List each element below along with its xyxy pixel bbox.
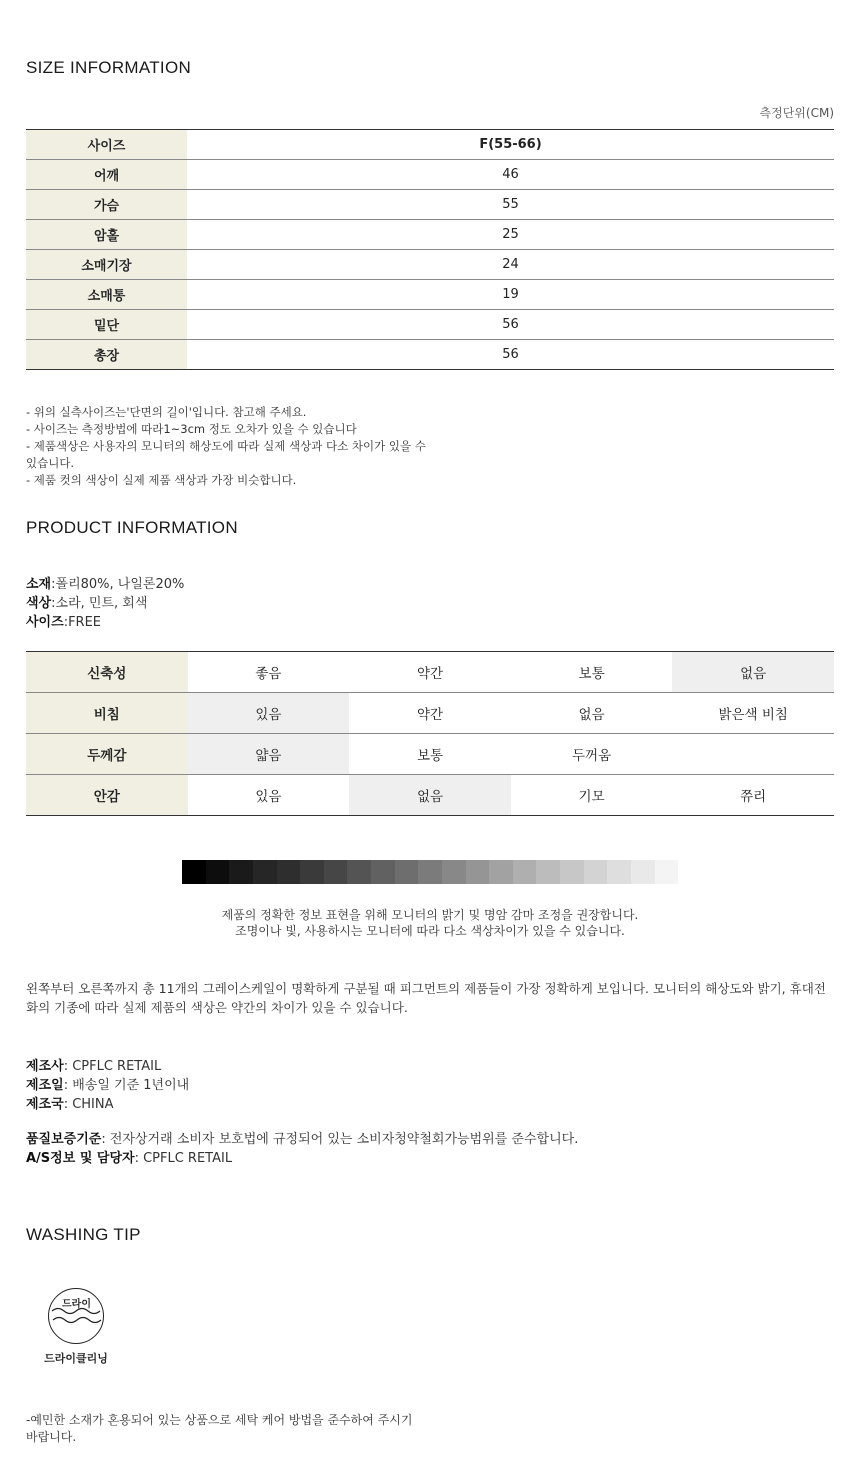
attribute-option: 두꺼움 bbox=[511, 734, 673, 775]
size-notes bbox=[26, 404, 446, 489]
grayscale-swatch bbox=[229, 860, 253, 884]
product-section-title: PRODUCT INFORMATION bbox=[26, 518, 238, 537]
dry-clean-caption: 드라이클리닝 bbox=[44, 1352, 108, 1365]
size-row bbox=[26, 220, 834, 250]
manufacturer-value: : CPFLC RETAIL bbox=[63, 1059, 162, 1074]
attribute-option: 있음 bbox=[188, 775, 350, 816]
grayscale-swatch bbox=[206, 860, 230, 884]
size-row-value: 46 bbox=[187, 160, 834, 190]
attribute-option: 있음 bbox=[188, 693, 350, 734]
attribute-row bbox=[26, 652, 834, 693]
manufacture-date-label: 제조일 bbox=[26, 1078, 64, 1093]
attribute-option: 얇음 bbox=[188, 734, 350, 775]
size-row-value: 56 bbox=[187, 340, 834, 370]
washing-section-title: WASHING TIP bbox=[26, 1225, 141, 1244]
as-info-label: A/S정보 및 담당자 bbox=[26, 1151, 135, 1166]
grayscale-swatch bbox=[560, 860, 584, 884]
size-note: - 제품색상은 사용자의 모니터의 해상도에 따라 실제 색상과 다소 차이가 있을 수 bbox=[26, 439, 426, 453]
attribute-option: 보통 bbox=[578, 666, 605, 682]
manufacturer-label: 제조사 bbox=[26, 1059, 64, 1074]
attribute-label: 두께감 bbox=[26, 734, 188, 775]
warranty-info bbox=[26, 1130, 578, 1168]
size-row-value: 25 bbox=[187, 220, 834, 250]
manufacture-date-line bbox=[26, 1076, 189, 1095]
attribute-option: 좋음 bbox=[255, 666, 282, 682]
grayscale-swatch bbox=[371, 860, 395, 884]
warranty-line bbox=[26, 1130, 578, 1149]
attribute-option: 약간 bbox=[416, 666, 444, 682]
attribute-label: 안감 bbox=[26, 775, 188, 816]
size-note: - 사이즈는 측정방법에 따라1~3cm 정도 오차가 있을 수 있습니다 bbox=[26, 422, 357, 436]
size-note: - 위의 실측사이즈는'단면의 길이'입니다. 참고해 주세요. bbox=[26, 405, 307, 419]
size-row-value: 24 bbox=[187, 250, 834, 280]
size-table bbox=[26, 129, 834, 370]
size-row bbox=[26, 130, 834, 160]
size-row-value: 55 bbox=[187, 190, 834, 220]
manufacture-date-value: : 배송일 기준 1년이내 bbox=[63, 1078, 190, 1093]
size-row-label: 총장 bbox=[26, 340, 187, 370]
grayscale-swatch bbox=[300, 860, 324, 884]
washing-note-line: 바랍니다. bbox=[26, 1430, 77, 1444]
material-label: 소재 bbox=[26, 577, 52, 592]
grayscale-swatch bbox=[655, 860, 679, 884]
manufacturer-line bbox=[26, 1057, 189, 1076]
color-label: 색상 bbox=[26, 596, 52, 611]
washing-note-line: -예민한 소재가 혼용되어 있는 상품으로 세탁 케어 방법을 준수하여 주시기 bbox=[26, 1413, 413, 1427]
size-row bbox=[26, 250, 834, 280]
grayscale-swatch bbox=[347, 860, 371, 884]
warranty-label: 품질보증기준 bbox=[26, 1132, 102, 1147]
size-row bbox=[26, 340, 834, 370]
grayscale-description: 왼쪽부터 오른쪽까지 총 11개의 그레이스케일이 명확하게 구분될 때 피그먼트의 제품들이 가장 정확하게 보입니다. 모니터의 해상도와 밝기, 휴대전화의 기종에 따라 실제 제품의 색상은 약간의 차이가 있을 수 있습니다. bbox=[26, 981, 826, 1015]
size-row-label: 소매기장 bbox=[26, 250, 187, 280]
measure-unit-label: 측정단위(CM) bbox=[759, 106, 834, 120]
grayscale-swatch bbox=[607, 860, 631, 884]
attribute-option bbox=[672, 734, 834, 775]
size-section-title: SIZE INFORMATION bbox=[26, 58, 192, 77]
size-row-label: 밑단 bbox=[26, 310, 187, 340]
size-row-value: 56 bbox=[187, 310, 834, 340]
size-row-label: 사이즈 bbox=[26, 130, 187, 160]
size-value: :FREE bbox=[63, 615, 102, 630]
size-row bbox=[26, 160, 834, 190]
size-row-label: 암홀 bbox=[26, 220, 187, 250]
material-line bbox=[26, 575, 184, 594]
grayscale-swatch bbox=[466, 860, 490, 884]
attribute-label: 비침 bbox=[26, 693, 188, 734]
grayscale-swatch bbox=[513, 860, 537, 884]
attribute-option: 없음 bbox=[511, 693, 673, 734]
grayscale-caption-line: 제품의 정확한 정보 표현을 위해 모니터의 밝기 및 명암 감마 조정을 권장합니다. bbox=[221, 908, 639, 922]
product-specs bbox=[26, 575, 184, 632]
attribute-label: 신축성 bbox=[26, 652, 188, 693]
attribute-option: 기모 bbox=[511, 775, 673, 816]
attribute-option: 밝은색 비침 bbox=[672, 693, 834, 734]
size-label: 사이즈 bbox=[26, 615, 64, 630]
size-row-label: 소매통 bbox=[26, 280, 187, 310]
color-value: :소라, 민트, 회색 bbox=[51, 596, 148, 611]
material-value: :폴리80%, 나일론20% bbox=[51, 577, 185, 592]
grayscale-caption bbox=[0, 907, 860, 939]
grayscale-swatch bbox=[584, 860, 608, 884]
as-info-line bbox=[26, 1149, 578, 1168]
grayscale-caption-line: 조명이나 빛, 사용하시는 모니터에 따라 다소 색상차이가 있을 수 있습니다. bbox=[235, 924, 625, 938]
country-value: : CHINA bbox=[63, 1097, 114, 1112]
grayscale-swatch bbox=[489, 860, 513, 884]
grayscale-swatch bbox=[442, 860, 466, 884]
washing-note bbox=[26, 1412, 412, 1446]
warranty-value: : 전자상거래 소비자 보호법에 규정되어 있는 소비자청약철회가능범위를 준수합니다. bbox=[101, 1132, 579, 1147]
size-note: - 제품 컷의 색상이 실제 제품 색상과 가장 비슷합니다. bbox=[26, 473, 297, 487]
grayscale-swatch bbox=[418, 860, 442, 884]
attribute-option: 없음 bbox=[672, 652, 834, 693]
size-row bbox=[26, 190, 834, 220]
size-row bbox=[26, 280, 834, 310]
size-row-label: 어깨 bbox=[26, 160, 187, 190]
attribute-table bbox=[26, 651, 834, 816]
size-row-value: F(55-66) bbox=[479, 137, 542, 152]
attribute-row bbox=[26, 734, 834, 775]
grayscale-strip bbox=[182, 860, 678, 884]
attribute-option: 없음 bbox=[349, 775, 511, 816]
grayscale-swatch bbox=[253, 860, 277, 884]
dry-clean-icon-label: 드라이 bbox=[62, 1299, 91, 1310]
color-line bbox=[26, 594, 184, 613]
attribute-option: 약간 bbox=[349, 693, 511, 734]
country-line bbox=[26, 1095, 189, 1114]
grayscale-swatch bbox=[182, 860, 206, 884]
attribute-option: 쮸리 bbox=[672, 775, 834, 816]
grayscale-swatch bbox=[536, 860, 560, 884]
size-line bbox=[26, 613, 184, 632]
country-label: 제조국 bbox=[26, 1097, 64, 1112]
grayscale-swatch bbox=[631, 860, 655, 884]
maker-info bbox=[26, 1057, 189, 1114]
size-row bbox=[26, 310, 834, 340]
grayscale-swatch bbox=[324, 860, 348, 884]
attribute-row bbox=[26, 775, 834, 816]
attribute-option: 보통 bbox=[349, 734, 511, 775]
attribute-row bbox=[26, 693, 834, 734]
size-note: 있습니다. bbox=[26, 456, 75, 470]
size-row-label: 가슴 bbox=[26, 190, 187, 220]
grayscale-swatch bbox=[395, 860, 419, 884]
grayscale-swatch bbox=[277, 860, 301, 884]
as-info-value: : CPFLC RETAIL bbox=[134, 1151, 233, 1166]
size-row-value: 19 bbox=[187, 280, 834, 310]
